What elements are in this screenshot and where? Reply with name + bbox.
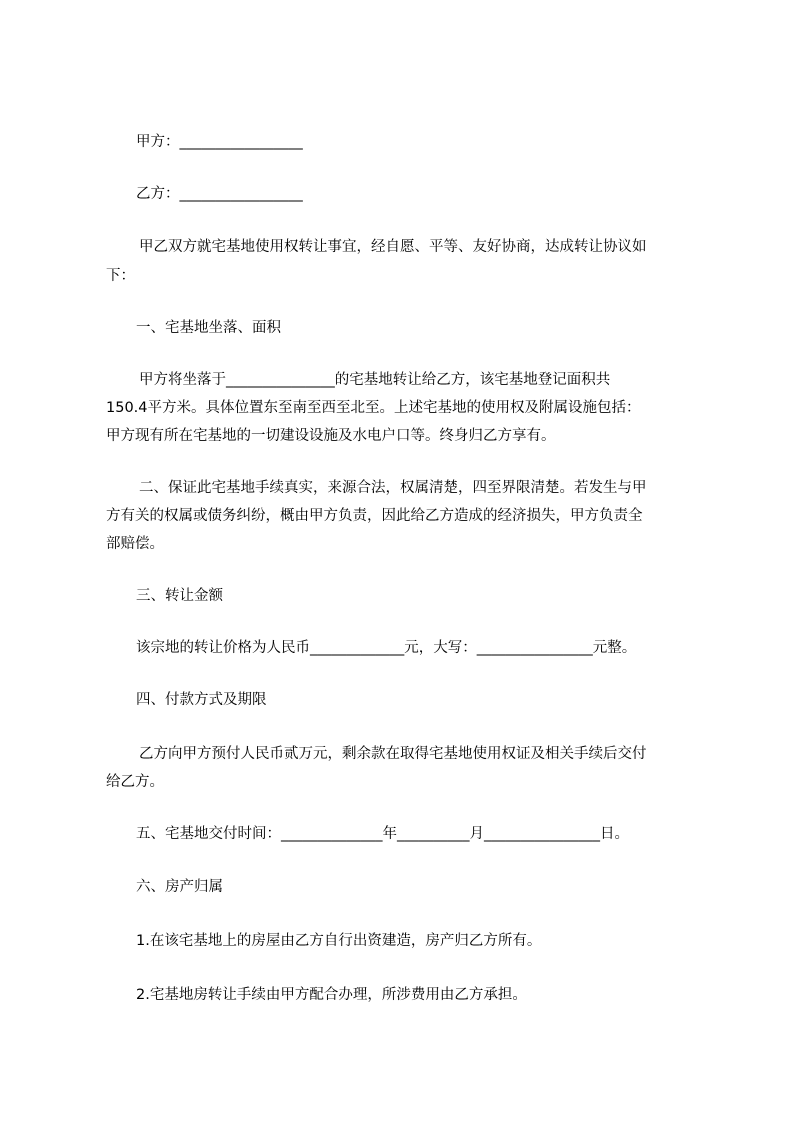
party-a-line: 甲方：_________________	[136, 134, 303, 150]
party-b-line: 乙方：_________________	[136, 186, 303, 202]
section-1-heading: 一、宅基地坐落、面积	[136, 320, 281, 336]
intro-paragraph-line-1: 甲乙双方就宅基地使用权转让事宜，经自愿、平等、友好协商，达成转让协议如	[139, 239, 647, 255]
section-6-heading: 六、房产归属	[136, 879, 223, 895]
section-2-paragraph-line-3: 部赔偿。	[106, 536, 164, 552]
section-4-paragraph-line-1: 乙方向甲方预付人民币贰万元，剩余款在取得宅基地使用权证及相关手续后交付	[139, 746, 647, 762]
intro-paragraph-line-2: 下：	[106, 268, 135, 284]
section-3-heading: 三、转让金额	[136, 588, 223, 604]
section-4-paragraph-line-2: 给乙方。	[106, 774, 164, 790]
section-1-paragraph-line-3: 甲方现有所在宅基地的一切建设设施及水电户口等。终身归乙方享有。	[106, 428, 556, 444]
item-1-line: 1.在该宅基地上的房屋由乙方自行出资建造，房产归乙方所有。	[136, 933, 542, 949]
item-2-line: 2.宅基地房转让手续由甲方配合办理，所涉费用由乙方承担。	[136, 987, 527, 1003]
section-2-paragraph-line-1: 二、保证此宅基地手续真实，来源合法，权属清楚，四至界限清楚。若发生与甲	[139, 480, 647, 496]
section-1-paragraph-line-2: 150.4平方米。具体位置东至南至西至北至。上述宅基地的使用权及附属设施包括：	[106, 400, 641, 416]
delivery-date-line: 五、宅基地交付时间：______________年__________月________________日。	[136, 826, 629, 842]
section-4-heading: 四、付款方式及期限	[136, 692, 267, 708]
price-line: 该宗地的转让价格为人民币_____________元，大写：________________元整。	[136, 640, 637, 656]
section-1-paragraph-line-1: 甲方将坐落于_______________的宅基地转让给乙方，该宅基地登记面积共	[139, 372, 611, 388]
section-2-paragraph-line-2: 方有关的权属或债务纠纷，概由甲方负责，因此给乙方造成的经济损失，甲方负责全	[106, 508, 643, 524]
